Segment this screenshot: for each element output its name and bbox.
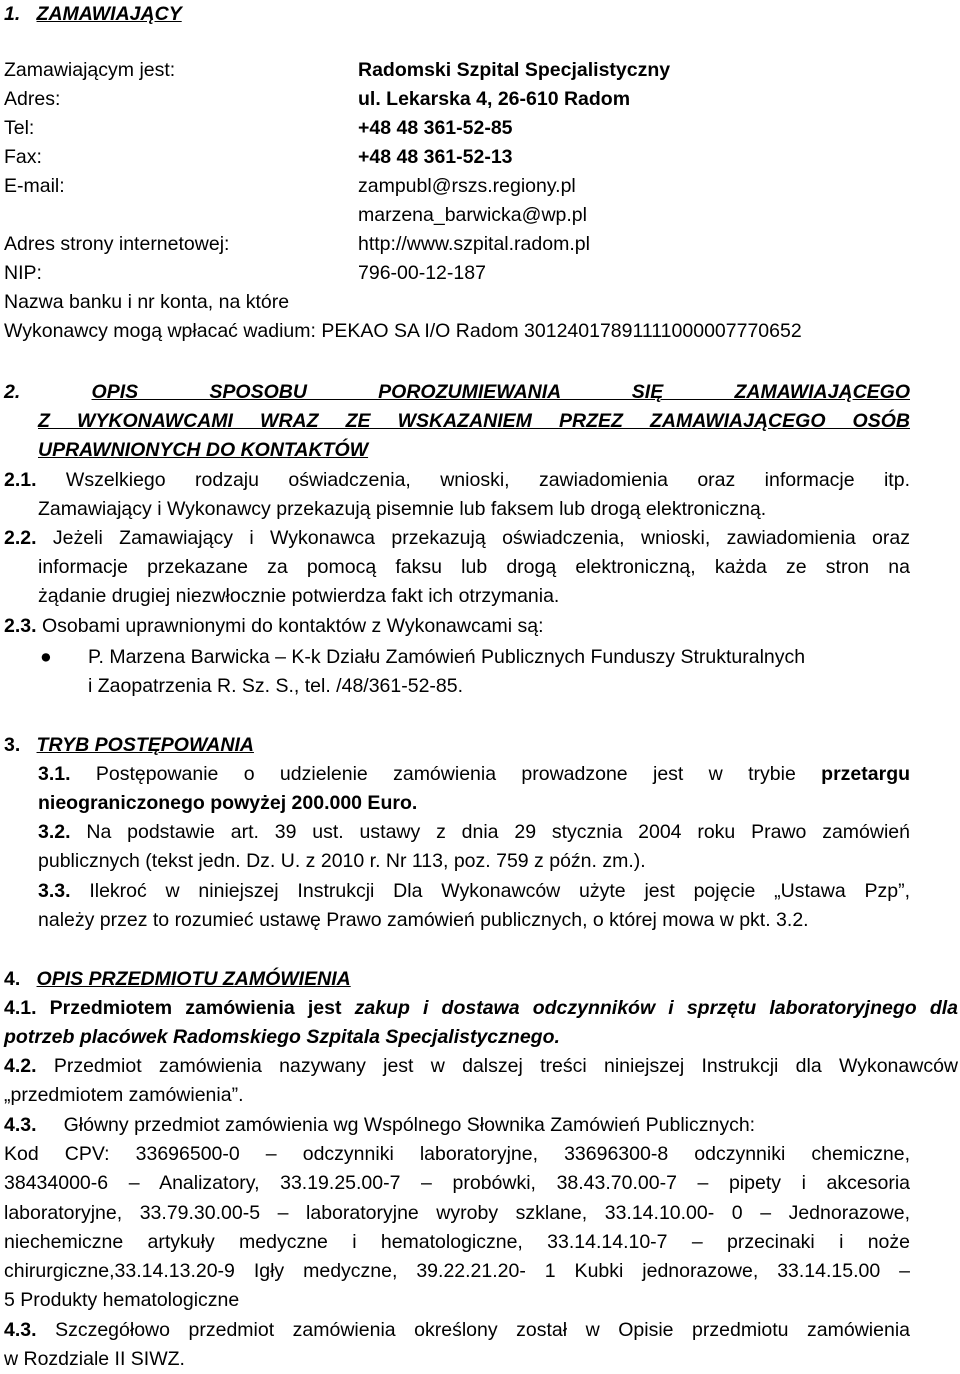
paragraph-number: 2.1. bbox=[4, 469, 37, 491]
paragraph-text: żądanie drugiej niezwłocznie potwierdza fakt ich otrzymania. bbox=[38, 585, 560, 607]
row-label: NIP: bbox=[4, 262, 42, 284]
paragraph-text: Postępowanie o udzielenie zamówienia prowadzone jest w trybie bbox=[95, 763, 796, 785]
paragraph bbox=[38, 877, 910, 906]
row-label: Adres: bbox=[4, 88, 61, 110]
paragraph-text: Wszelkiego rodzaju oświadczenia, wnioski, zawiadomienia oraz informacje itp. bbox=[65, 469, 910, 491]
row-value: 796-00-12-187 bbox=[358, 262, 486, 284]
contact-row bbox=[0, 85, 960, 114]
paragraph-emphasis: zakup i dostawa odczynników i sprzętu laboratoryjnego dla bbox=[354, 997, 958, 1019]
list-item-text: P. Marzena Barwicka – K-k Działu Zamówień Publicznych Funduszy Strukturalnych bbox=[88, 646, 806, 668]
contact-row bbox=[0, 172, 960, 201]
row-label: Zamawiającym jest: bbox=[4, 59, 176, 81]
paragraph-text: Przedmiot zamówienia nazywany jest w dalszej treści niniejszej Instrukcji dla Wykonawców bbox=[53, 1055, 959, 1077]
paragraph-emphasis: przetargu bbox=[821, 763, 911, 785]
paragraph-text: Ilekroć w niniejszej Instrukcji Dla Wykonawców użyte jest pojęcie „Ustawa Pzp”, bbox=[89, 880, 910, 902]
section-title-line: UPRAWNIONYCH DO KONTAKTÓW bbox=[38, 439, 369, 461]
paragraph bbox=[4, 612, 960, 641]
paragraph-emphasis: Przedmiotem zamówienia jest bbox=[49, 997, 342, 1019]
row-value: Radomski Szpital Specjalistyczny bbox=[358, 59, 671, 81]
cpv-code-line: chirurgiczne,33.14.13.20-9 Igły medyczne, 39.22.21.20- 1 Kubki jednorazowe, 33.14.15.00 – bbox=[4, 1260, 910, 1282]
paragraph bbox=[4, 466, 910, 495]
paragraph-text: Na podstawie art. 39 ust. ustawy z dnia 29 stycznia 2004 roku Prawo zamówień bbox=[86, 821, 910, 843]
paragraph-text: informacje przekazane za pomocą faksu lub drogą elektroniczną, każda ze stron na bbox=[38, 556, 910, 578]
section-2-heading bbox=[4, 378, 910, 407]
paragraph-text: Główny przedmiot zamówienia wg Wspólnego Słownika Zamówień Publicznych: bbox=[63, 1114, 756, 1136]
row-value: +48 48 361-52-13 bbox=[358, 146, 513, 168]
section-3-heading bbox=[4, 731, 960, 760]
row-label: Adres strony internetowej: bbox=[4, 233, 230, 255]
cpv-code-line: Kod CPV: 33696500-0 – odczynniki laboratoryjne, 33696300-8 odczynniki chemiczne, bbox=[4, 1143, 910, 1165]
paragraph-number: 2.2. bbox=[4, 527, 37, 549]
paragraph bbox=[4, 994, 958, 1023]
paragraph-number: 4.3. bbox=[4, 1319, 37, 1341]
paragraph-number: 3.1. bbox=[38, 763, 71, 785]
contact-row bbox=[0, 56, 960, 85]
email-link[interactable]: marzena_barwicka@wp.pl bbox=[358, 204, 587, 226]
row-value: ul. Lekarska 4, 26-610 Radom bbox=[358, 88, 631, 110]
section-title: OPIS SPOSOBU POROZUMIEWANIA SIĘ ZAMAWIAJĄCEGO bbox=[91, 381, 910, 403]
section-number: 1. bbox=[4, 3, 21, 25]
contact-row bbox=[0, 259, 960, 288]
paragraph-text: publicznych (tekst jedn. Dz. U. z 2010 r. Nr 113, poz. 759 z późn. zm.). bbox=[38, 850, 646, 872]
section-4-heading bbox=[4, 965, 960, 994]
paragraph-text: Osobami uprawnionymi do kontaktów z Wykonawcami są: bbox=[41, 615, 544, 637]
paragraph bbox=[4, 1111, 960, 1140]
contact-row bbox=[0, 201, 960, 230]
paragraph-text: Zamawiający i Wykonawcy przekazują pisemnie lub faksem lub drogą elektroniczną. bbox=[38, 498, 767, 520]
cpv-code-line: niechemiczne artykuły medyczne i hematologiczne, 33.14.14.10-7 – przecinaki i noże bbox=[4, 1231, 910, 1253]
paragraph-number: 4.2. bbox=[4, 1055, 37, 1077]
bullet-icon: ● bbox=[40, 646, 52, 668]
website-link[interactable]: http://www.szpital.radom.pl bbox=[358, 233, 590, 255]
bank-row bbox=[4, 317, 960, 346]
paragraph-number: 3.2. bbox=[38, 821, 71, 843]
section-title: TRYB POSTĘPOWANIA bbox=[36, 734, 254, 756]
section-number: 4. bbox=[4, 968, 21, 990]
paragraph bbox=[4, 1316, 910, 1345]
section-number: 3. bbox=[4, 734, 21, 756]
row-label: Fax: bbox=[4, 146, 42, 168]
paragraph-number: 4.3. bbox=[4, 1114, 37, 1136]
bank-account: PEKAO SA I/O Radom 30124017891111000007770652 bbox=[321, 320, 802, 342]
paragraph-text: należy przez to rozumieć ustawę Prawo zamówień publicznych, o której mowa w pkt. 3.2. bbox=[38, 909, 809, 931]
paragraph-text: w Rozdziale II SIWZ. bbox=[4, 1348, 185, 1370]
row-value: +48 48 361-52-85 bbox=[358, 117, 513, 139]
paragraph-number: 2.3. bbox=[4, 615, 37, 637]
contact-row bbox=[0, 114, 960, 143]
section-1-heading bbox=[4, 0, 960, 29]
section-title-line: Z WYKONAWCAMI WRAZ ZE WSKAZANIEM PRZEZ ZAMAWIAJĄCEGO OSÓB bbox=[38, 410, 910, 432]
paragraph bbox=[4, 524, 910, 553]
cpv-code-line: 38434000-6 – Analizatory, 33.19.25.00-7 – probówki, 38.43.70.00-7 – pipety i akcesoria bbox=[4, 1172, 910, 1194]
bank-label-line bbox=[4, 288, 960, 317]
email-link[interactable]: zampubl@rszs.regiony.pl bbox=[358, 175, 576, 197]
cpv-code-line: 5 Produkty hematologiczne bbox=[4, 1289, 240, 1311]
bank-label: Nazwa banku i nr konta, na które bbox=[4, 291, 290, 313]
paragraph-emphasis: nieograniczonego powyżej 200.000 Euro. bbox=[38, 792, 418, 814]
section-number: 2. bbox=[4, 381, 21, 403]
bank-label: Wykonawcy mogą wpłacać wadium: bbox=[4, 320, 316, 342]
contact-row bbox=[0, 143, 960, 172]
row-label: E-mail: bbox=[4, 175, 65, 197]
paragraph-text: Szczegółowo przedmiot zamówienia określony został w Opisie przedmiotu zamówienia bbox=[55, 1319, 911, 1341]
paragraph-emphasis: potrzeb placówek Radomskiego Szpitala Specjalistycznego. bbox=[4, 1026, 560, 1048]
paragraph bbox=[38, 818, 910, 847]
contact-row bbox=[0, 230, 960, 259]
paragraph-text: „przedmiotem zamówienia”. bbox=[4, 1084, 244, 1106]
list-item bbox=[0, 643, 960, 672]
list-item-text: i Zaopatrzenia R. Sz. S., tel. /48/361-52-85. bbox=[88, 675, 464, 697]
section-title: ZAMAWIAJĄCY bbox=[36, 3, 182, 25]
cpv-code-line: laboratoryjne, 33.79.30.00-5 – laboratoryjne wyroby szklane, 33.14.10.00- 0 – Jednorazowe, bbox=[4, 1202, 910, 1224]
paragraph-text: Jeżeli Zamawiający i Wykonawca przekazują oświadczenia, wnioski, zawiadomienia oraz bbox=[52, 527, 910, 549]
paragraph bbox=[4, 1052, 958, 1081]
section-title: OPIS PRZEDMIOTU ZAMÓWIENIA bbox=[36, 968, 351, 990]
row-label: Tel: bbox=[4, 117, 35, 139]
paragraph bbox=[38, 760, 910, 789]
paragraph-number: 3.3. bbox=[38, 880, 71, 902]
paragraph-number: 4.1. bbox=[4, 997, 37, 1019]
